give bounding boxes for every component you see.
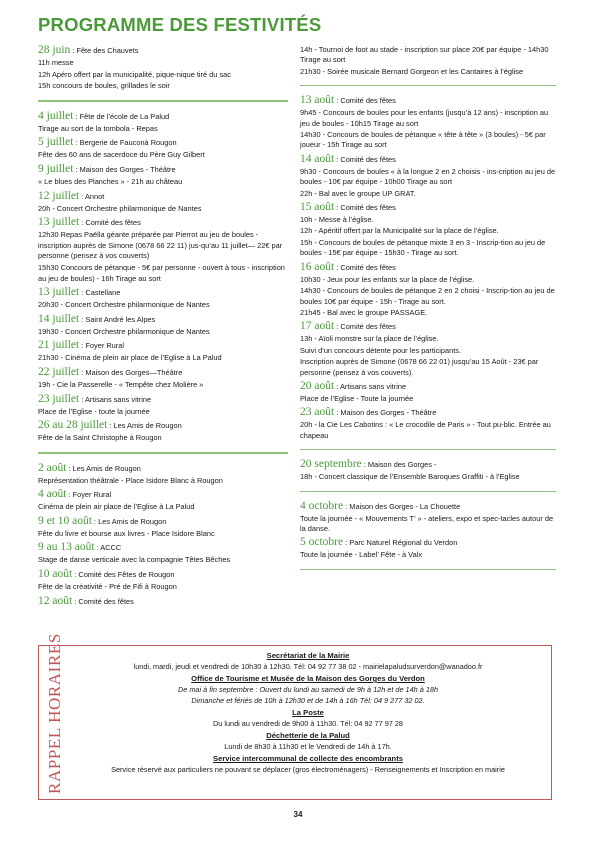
event-header: [300, 94, 556, 107]
event-organizer: Fête des Chauvets: [76, 46, 139, 55]
event-organizer: Maison des Gorges -: [367, 460, 437, 470]
event-organizer: Les Amis de Rougon: [72, 463, 141, 473]
event-date: 2 août: [38, 461, 67, 474]
event-line: 10h30 - Jeux pour les enfants sur la place de l’église.: [300, 274, 475, 284]
event-organizer: Comité des fêtes: [340, 322, 396, 332]
separator: :: [361, 460, 368, 470]
separator: :: [334, 322, 341, 332]
separator: :: [79, 191, 85, 201]
event-date: 12 juillet: [38, 189, 80, 202]
event-entry: [38, 366, 288, 391]
event-group: [300, 94, 556, 450]
event-line: 15h30 Concours de pétanque - 5€ par personne - ouvert à tous - inscription au jeu de boules) - 16h Tirage au sort: [38, 262, 285, 283]
event-entry: [38, 216, 288, 284]
event-header: [300, 458, 556, 471]
info-line: Lundi de 8h30 à 11h30 et le Vendredi de 14h à 17h.: [224, 742, 392, 751]
event-header: [38, 313, 288, 326]
event-entry: [38, 568, 288, 593]
event-group: [38, 44, 288, 102]
event-header: [38, 136, 288, 149]
event-entry: [38, 313, 288, 338]
event-line: 20h - Concert Orchestre philarmonique de Nantes: [38, 203, 202, 213]
event-header: [38, 541, 288, 554]
separator: :: [72, 596, 79, 606]
event-line: Fête de la créativité - Pré de Fifi à Rougon: [38, 582, 177, 592]
event-line: Fête des 60 ans de sacerdoce du Père Guy Gilbert: [38, 150, 205, 160]
event-line: 9h30 - Concours de boules « à la longue 2 en 2 choisis - ins-cription au jeu de boules - 10€ par équipe - 10h00 Tirage au sort: [300, 166, 556, 187]
event-line: 21h30 - Cinéma de plein air place de l’Eglise à La Palud: [38, 353, 222, 363]
event-line: 20h - la Cie Les Cabotins : « Le crocodile de Paris » - Tout pu-blic. Entrée au chapeau: [300, 420, 551, 440]
event-date: 20 septembre: [300, 458, 362, 471]
info-line: Dimanche et fériés de 10h à 12h30 et de 14h à 16h Tél: 04 9 277 32 02.: [191, 696, 425, 705]
event-date: 22 juillet: [38, 365, 80, 378]
event-entry: [300, 201, 556, 259]
section-heading: Déchetterie de la Palud: [266, 731, 350, 740]
event-entry: [300, 458, 556, 482]
event-date: 23 août: [300, 406, 335, 419]
section-heading: La Poste: [292, 708, 324, 717]
event-entry: [38, 190, 288, 215]
event-line: 13h - Aïoli monstre sur la place de l’église.: [300, 334, 439, 344]
separator: :: [72, 570, 79, 580]
event-line: 15h concours de boules, grillades le soir: [38, 81, 170, 91]
separator: :: [91, 516, 99, 526]
event-line: Place de l’Eglise - toute la journée: [38, 406, 150, 416]
event-header: [300, 406, 556, 419]
event-entry: [300, 406, 556, 441]
page-title: PROGRAMME DES FESTIVITÉS: [38, 14, 322, 35]
event-organizer: Parc Naturel Régional du Verdon: [349, 538, 458, 548]
event-header: [300, 380, 556, 393]
event-line: Suivi d’un concours détente pour les participants.: [300, 345, 462, 355]
event-date: 9 au 13 août: [38, 541, 95, 554]
event-line: 10h - Messe à l’église.: [300, 215, 374, 225]
event-date: 14 juillet: [38, 312, 80, 325]
right-column: [300, 44, 556, 578]
event-organizer: Maison des Gorges - Théâtre: [79, 164, 176, 174]
separator: :: [79, 341, 86, 351]
event-line: Toute la journée - « Mouvements T’ » - ateliers, expo et spec-tacles autour de la danse.: [300, 513, 554, 533]
event-header: [38, 595, 288, 608]
event-date: 5 octobre: [300, 536, 344, 549]
left-column: [38, 44, 288, 624]
event-organizer: Les Amis de Rougon: [113, 421, 182, 431]
separator: :: [66, 490, 73, 500]
separator: :: [94, 543, 101, 553]
event-entry: [38, 393, 288, 418]
info-line: Du lundi au vendredi de 9h00 à 11h30. Tél: 04 92 77 97 28: [212, 719, 403, 728]
event-line: 20h30 - Concert Orchestre philarmonique de Nantes: [38, 300, 210, 310]
rappel-info: [69, 649, 547, 775]
separator: :: [73, 138, 80, 148]
event-date: 20 août: [300, 379, 335, 392]
event-organizer: ACCC: [100, 543, 122, 553]
rappel-horaires-label: RAPPEL HORAIRES: [45, 633, 64, 794]
event-organizer: Comité des fêtes: [78, 596, 134, 606]
separator: :: [79, 394, 85, 404]
event-entry: [38, 541, 288, 566]
event-entry: [300, 45, 556, 77]
event-header: [38, 286, 288, 299]
rappel-horaires-box: [38, 633, 552, 800]
event-date: 13 août: [300, 94, 335, 107]
event-line: 12h - Apéritif offert par la Municipalité sur la place de l’église.: [300, 226, 499, 236]
event-group: [38, 462, 288, 616]
event-line: 21h30 - Soirée musicale Bernard Gorgeon et les Cantaires à l’église: [300, 66, 524, 76]
event-entry: [38, 163, 288, 188]
event-group: [300, 500, 556, 570]
event-organizer: Artisans sans vitrine: [339, 381, 407, 391]
event-group: [300, 458, 556, 491]
event-organizer: Castellane: [85, 288, 121, 298]
event-header: [300, 536, 556, 549]
event-line: 19h - Cie la Passerelle - « Tempête chez Molière »: [38, 379, 204, 389]
event-organizer: Comité des fêtes: [340, 203, 396, 213]
separator: :: [334, 262, 341, 272]
event-header: [300, 320, 556, 333]
event-header: [38, 44, 288, 57]
event-entry: [38, 462, 288, 487]
event-line: Tirage au sort de la tombola - Repas: [38, 123, 158, 133]
event-organizer: Comité des fêtes: [340, 96, 396, 106]
separator: :: [334, 96, 341, 106]
event-organizer: Maison des Gorges - La Chouette: [349, 501, 461, 511]
event-line: 18h - Concert classique de l’Ensemble Baroques Graffiti - à l’Eglise: [300, 472, 520, 482]
separator: :: [343, 501, 350, 511]
event-header: [38, 515, 288, 528]
event-entry: [38, 286, 288, 311]
event-date: 9 juillet: [38, 162, 74, 175]
separator: :: [70, 46, 77, 55]
event-entry: [38, 515, 288, 540]
event-organizer: Comité des fêtes: [340, 262, 396, 272]
event-date: 13 juillet: [38, 216, 80, 229]
event-organizer: Bergerie de Fauconà Rougon: [79, 138, 177, 148]
event-header: [300, 261, 556, 274]
event-entry: [300, 94, 556, 151]
event-entry: [300, 320, 556, 378]
event-date: 13 juillet: [38, 286, 80, 299]
event-entry: [38, 488, 288, 513]
event-date: 5 juillet: [38, 136, 74, 149]
separator: :: [79, 218, 86, 228]
event-line: Inscription auprès de Simone (0678 66 22 01) jusqu’au 15 Août - 23€ par personne (pensez à vos couverts).: [300, 357, 539, 377]
event-header: [300, 153, 556, 166]
event-line: 12h30 Repas Paëlla géante préparée par Pierrot au jeu de boules - inscription auprès de Simone (0678 66 22 11) jus-qu’au 11 juillet— 22€ par personne (pensez à vos couverts): [38, 230, 283, 261]
event-organizer: Les Amis de Rougon: [98, 516, 167, 526]
event-organizer: Foyer Rural: [72, 490, 112, 500]
event-organizer: Comité des fêtes: [340, 154, 396, 164]
event-line: 21h45 - Bal avec le groupe PASSAGE.: [300, 307, 428, 317]
event-date: 23 juillet: [38, 392, 80, 405]
event-organizer: Foyer Rural: [85, 341, 124, 351]
separator: :: [107, 421, 114, 431]
separator: :: [66, 463, 73, 473]
event-organizer: Comité des fêtes: [85, 218, 141, 228]
event-line: Toute la journée - Label’ Fête - à Valx: [300, 550, 423, 560]
separator: :: [79, 314, 86, 324]
event-header: [300, 201, 556, 214]
event-organizer: Comité des Fêtes de Rougon: [78, 570, 175, 580]
event-date: 12 août: [38, 594, 73, 607]
event-entry: [300, 153, 556, 199]
event-date: 21 juillet: [38, 339, 80, 352]
separator: :: [343, 538, 350, 548]
event-date: 10 août: [38, 568, 73, 581]
event-line: 14h30 - Concours de boules de pétanque 2 en 2 choisi - Inscrip-tion au jeu de boules 10€ par équipe - 15h - Tirage au sort.: [300, 286, 555, 306]
section-heading: Office de Tourisme et Musée de la Maison des Gorges du Verdon: [191, 674, 425, 683]
event-line: Fête de la Saint Christophe à Rougon: [38, 433, 162, 443]
separator: :: [334, 408, 341, 418]
event-header: [300, 500, 556, 513]
page-number: 34: [293, 810, 303, 819]
event-header: [38, 488, 288, 501]
event-line: 11h messe: [38, 58, 74, 67]
event-header: [38, 366, 288, 379]
event-date: 28 juin: [38, 44, 71, 56]
event-date: 4 août: [38, 488, 67, 501]
info-line: Service réservé aux particuliers ne pouvant se déplacer (gros électroménagers) - Renseignements et Inscription en mairie: [111, 765, 505, 774]
event-header: [38, 393, 288, 406]
event-entry: [38, 595, 288, 608]
event-line: 12h Apéro offert par la municipalité, pique-nique tiré du sac: [38, 69, 231, 79]
event-header: [38, 216, 288, 229]
event-entry: [38, 136, 288, 161]
event-entry: [38, 44, 288, 92]
event-entry: [300, 380, 556, 404]
event-entry: [38, 419, 288, 444]
event-date: 4 octobre: [300, 499, 344, 512]
event-organizer: Maison des Gorges—Théâtre: [85, 367, 183, 377]
info-line: De mai à fin septembre : Ouvert du lundi au samedi de 9h à 12h et de 14h à 18h: [177, 685, 439, 694]
event-date: 14 août: [300, 152, 335, 165]
event-line: 19h30 - Concert Orchestre philarmonique de Nantes: [38, 326, 210, 336]
event-line: Fête du livre et bourse aux livres - Place Isidore Blanc: [38, 528, 215, 538]
event-organizer: Artisans sans vitrine: [84, 394, 152, 404]
event-entry: [300, 500, 556, 535]
event-group: [38, 110, 288, 454]
event-date: 16 août: [300, 260, 335, 273]
event-line: 14h - Tournoi de foot au stade - inscription sur place 20€ par équipe - 14h30 Tirage au sort: [300, 45, 549, 65]
event-date: 4 juillet: [38, 109, 74, 122]
event-line: 22h - Bal avec le groupe UP GRAT.: [300, 188, 416, 198]
event-header: [38, 419, 288, 432]
event-date: 15 août: [300, 201, 335, 214]
section-heading: Secrétariat de la Mairie: [266, 651, 350, 660]
separator: :: [334, 154, 341, 164]
event-line: Cinéma de plein air place de l’Eglise à La Palud: [38, 502, 195, 512]
event-header: [38, 339, 288, 352]
event-header: [38, 462, 288, 475]
separator: :: [73, 111, 80, 121]
separator: :: [79, 367, 86, 377]
event-line: 14h30 - Concours de boules de pétanque « tête à tête » (3 boules) - 5€ par joueur - 15h Tirage au sort: [300, 130, 546, 150]
separator: :: [334, 203, 341, 213]
event-header: [38, 110, 288, 123]
event-header: [38, 163, 288, 176]
event-line: 15h - Concours de boules de pétanque mixte 3 en 3 - Inscrip-tion au jeu de boules - 15€ par équipe - 15h30 - Tirage au sort.: [300, 237, 546, 258]
event-organizer: Annot: [84, 191, 105, 201]
event-line: Stage de danse verticale avec la compagnie Têtes Bêches: [38, 555, 231, 565]
separator: :: [79, 288, 86, 298]
event-line: 9h45 - Concours de boules pour les enfants (jusqu’à 12 ans) - inscription au jeu de boules - 10h15 Tirage au sort: [300, 108, 549, 128]
event-entry: [38, 110, 288, 135]
separator: :: [73, 164, 80, 174]
info-line: lundi, mardi, jeudi et vendredi de 10h30 à 12h30. Tél: 04 92 77 38 02 - mairielapaludsurverdon@wanadoo.fr: [133, 662, 483, 671]
event-organizer: Saint André les Alpes: [85, 314, 156, 324]
event-header: [38, 190, 288, 203]
event-group: [300, 45, 556, 86]
event-line: « Le blues des Planches » - 21h au château: [38, 176, 183, 186]
section-heading: Service intercommunal de collecte des encombrants: [213, 754, 403, 763]
event-date: 17 août: [300, 320, 335, 333]
event-header: [38, 568, 288, 581]
event-organizer: Fête de l’école de La Palud: [79, 111, 170, 121]
event-line: Représentation théâtrale - Place Isidore Blanc à Rougon: [38, 475, 223, 485]
separator: :: [334, 381, 340, 391]
event-date: 9 et 10 août: [38, 514, 92, 527]
event-entry: [300, 261, 556, 319]
event-entry: [38, 339, 288, 364]
event-line: Place de l’Eglise - Toute la journée: [300, 393, 414, 403]
event-entry: [300, 536, 556, 560]
event-organizer: Maison des Gorges - Théâtre: [340, 408, 437, 418]
event-date: 26 au 28 juillet: [38, 419, 108, 432]
